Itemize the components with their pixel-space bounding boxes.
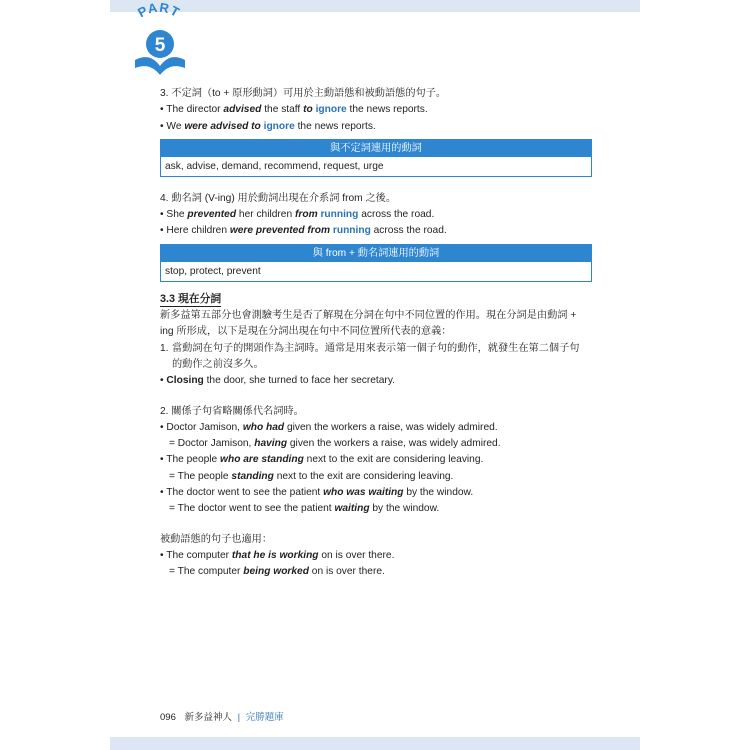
point-1: 1. 當動詞在句子的開頭作為主詞時。通常是用來表示第一個子句的動作，就發生在第二個子句 的動作之前沒多久。 xyxy=(160,342,580,370)
page-number: 096 xyxy=(160,712,176,723)
example-row: • The doctor went to see the patient who was waiting by the window. xyxy=(160,487,474,499)
section-title: 3.3 現在分詞 xyxy=(160,292,222,305)
page-footer xyxy=(160,709,284,723)
book-right-icon xyxy=(160,57,185,75)
example-equivalent: = The doctor went to see the patient waiting by the window. xyxy=(169,503,440,515)
item3-heading: 3. 不定詞（to + 原形動詞）可用於主動語態和被動語態的句子。 xyxy=(160,88,447,99)
badge-part-label: PART xyxy=(135,0,183,21)
book-left-icon xyxy=(135,57,160,75)
point-2-heading: 2. 關係子句省略關係代名詞時。 xyxy=(160,405,304,417)
point-1-example: • Closing the door, she turned to face her secretary. xyxy=(160,375,395,387)
example-equivalent: = The people standing next to the exit are considering leaving. xyxy=(169,470,454,482)
bottom-band xyxy=(110,737,640,750)
badge-number: 5 xyxy=(154,35,166,56)
item4-heading: 4. 動名詞 (V-ing) 用於動詞出現在介系詞 from 之後。 xyxy=(160,192,397,204)
example-row: • The computer that he is working on is over there. xyxy=(160,549,395,561)
section-intro-line-2: ing 所形成，以下是現在分詞出現在句中不同位置所代表的意義： xyxy=(160,326,452,338)
example-row: • Doctor Jamison, who had given the workers a raise, was widely admired. xyxy=(160,421,498,433)
example-row: • The people who are standing next to the exit are considering leaving. xyxy=(160,454,484,466)
footer-separator: | xyxy=(237,712,241,723)
item3-example-2: • We were advised to ignore the news reports. xyxy=(160,120,376,132)
item4-example-1: • She prevented her children from running across the road. xyxy=(160,209,435,221)
passive-heading: 被動語態的句子也適用： xyxy=(160,533,273,545)
box-header: 與 from + 動名詞連用的動詞 xyxy=(161,245,591,262)
item4-example-2: • Here children were prevented from running across the road. xyxy=(160,225,447,237)
box-body: ask, advise, demand, recommend, request, urge xyxy=(165,160,384,172)
box-body: stop, protect, prevent xyxy=(165,265,261,277)
section-heading xyxy=(160,292,592,308)
example-equivalent: = Doctor Jamison, having given the workers a raise, was widely admired. xyxy=(169,438,501,450)
box-header: 與不定詞連用的動詞 xyxy=(161,140,591,157)
book-title: 新多益神人 xyxy=(184,712,233,723)
part-badge xyxy=(105,0,215,100)
from-gerund-verbs-box xyxy=(160,244,592,282)
infinitive-verbs-box xyxy=(160,139,592,177)
section-intro-line-1: 新多益第五部分也會測驗考生是否了解現在分詞在句中不同位置的作用。現在分詞是由動詞 + xyxy=(160,310,577,322)
book-subtitle: 完勝題庫 xyxy=(245,712,284,723)
example-equivalent: = The computer being worked on is over there. xyxy=(169,566,385,578)
page-content xyxy=(160,86,592,581)
item3-example-1: • The director advised the staff to ignore the news reports. xyxy=(160,104,428,116)
